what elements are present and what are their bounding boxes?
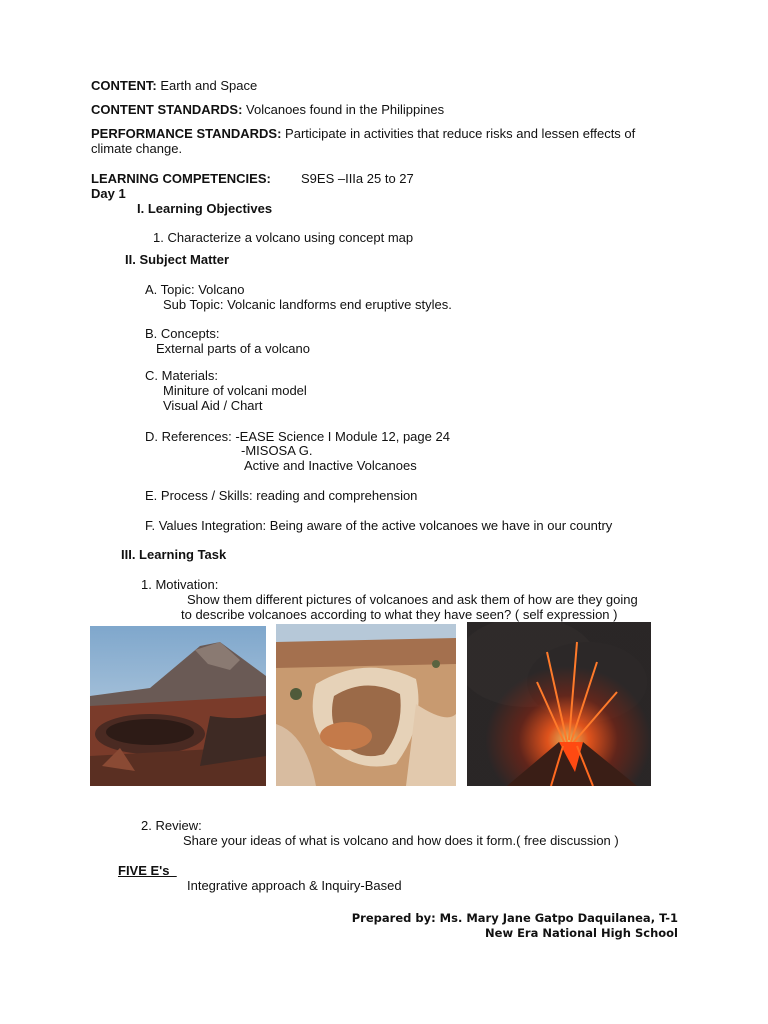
five-es-underline-space (170, 863, 177, 878)
learning-competencies-value: S9ES –IIIa 25 to 27 (301, 171, 414, 186)
references: D. References: -EASE Science I Module 12, page 24 (145, 429, 450, 444)
learning-task-heading: III. Learning Task (121, 547, 227, 562)
review-text: Share your ideas of what is volcano and how does it form.( free discussion ) (183, 833, 619, 848)
content-standards-line (91, 102, 444, 117)
five-es-heading (118, 863, 177, 878)
landform-photo (276, 624, 456, 786)
objective-item: 1. Characterize a volcano using concept map (153, 230, 414, 245)
performance-standards-label: PERFORMANCE STANDARDS: (91, 126, 282, 141)
volcano-crater-image (90, 626, 266, 786)
reference-item: Active and Inactive Volcanoes (244, 458, 417, 473)
content-value: Earth and Space (156, 78, 258, 93)
content-label: CONTENT: (91, 78, 157, 93)
content-standards-value: Volcanoes found in the Philippines (242, 102, 445, 117)
school-name: New Era National High School (485, 926, 678, 940)
content-standards-label: CONTENT STANDARDS: (91, 102, 243, 117)
canyon-image (276, 624, 456, 786)
process-skills: E. Process / Skills: reading and comprehension (145, 488, 418, 503)
learning-competencies-label: LEARNING COMPETENCIES: (91, 171, 271, 186)
five-es-heading-text: FIVE E's (118, 863, 170, 878)
motivation-text: Show them different pictures of volcanoes and ask them of how are they going (187, 592, 638, 607)
performance-standards-value: Participate in activities that reduce risks and lessen effects of (281, 126, 636, 141)
eruption-photo (467, 622, 651, 786)
five-es-detail: Integrative approach & Inquiry-Based (187, 878, 402, 893)
values-integration: F. Values Integration: Being aware of the active volcanoes we have in our country (145, 518, 613, 533)
materials: C. Materials: (145, 368, 218, 383)
day-label: Day 1 (91, 186, 126, 201)
subject-matter-heading: II. Subject Matter (125, 252, 230, 267)
material-item: Miniture of volcani model (163, 383, 307, 398)
subtopic: Sub Topic: Volcanic landforms end eruptive styles. (163, 297, 452, 312)
performance-standards-continuation: climate change. (91, 141, 183, 156)
eruption-image (467, 622, 651, 786)
concepts-detail: External parts of a volcano (156, 341, 310, 356)
motivation-text: to describe volcanoes according to what they have seen? ( self expression ) (181, 607, 618, 622)
volcano-photo (90, 626, 266, 786)
objectives-heading: I. Learning Objectives (137, 201, 273, 216)
motivation: 1. Motivation: (141, 577, 219, 592)
material-item: Visual Aid / Chart (163, 398, 263, 413)
performance-standards-line (91, 126, 635, 141)
reference-item: -MISOSA G. (241, 443, 313, 458)
concepts: B. Concepts: (145, 326, 220, 341)
prepared-by: Prepared by: Ms. Mary Jane Gatpo Daquilanea, T-1 (351, 911, 678, 925)
content-line (91, 78, 257, 93)
review: 2. Review: (141, 818, 202, 833)
topic: A. Topic: Volcano (145, 282, 245, 297)
